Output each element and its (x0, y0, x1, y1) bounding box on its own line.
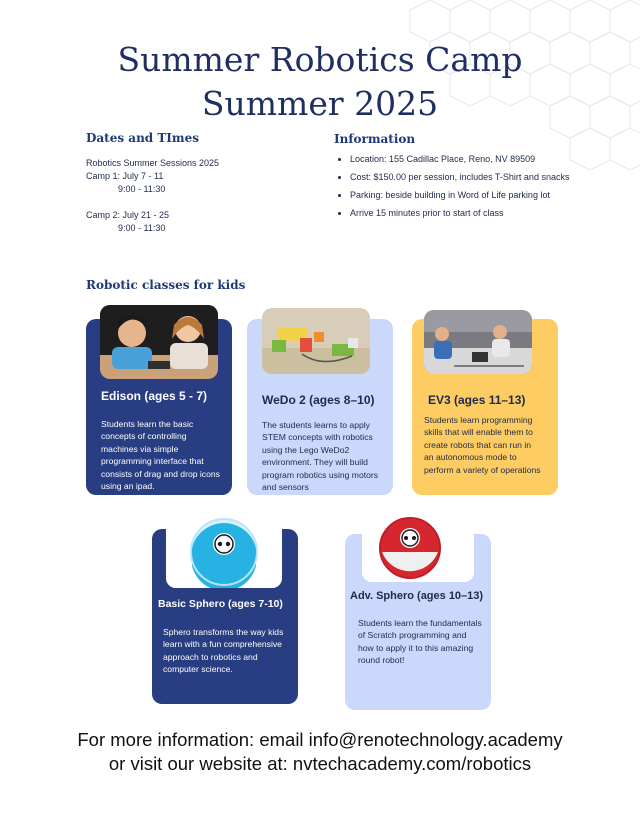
wedo-photo (262, 308, 370, 374)
sessions-line: Robotics Summer Sessions 2025 (86, 158, 220, 168)
title-line-2: Summer 2025 (201, 84, 439, 123)
title-line-1: Summer Robotics Camp (117, 40, 523, 79)
adv-sphero-photo (362, 514, 474, 582)
classes-heading: Robotic classes for kids (86, 278, 246, 292)
footer-website: or visit our website at: nvtechacademy.com/robotics (108, 753, 532, 774)
info-location: • Location: 155 Cadillac Place, Reno, NV 89509 (350, 152, 590, 166)
basic-sphero-description: Sphero transforms the way kids learn with a fun comprehensive approach to robotics and computer science. (163, 627, 284, 675)
wedo-title: WeDo 2 (ages 8–10) (262, 393, 375, 407)
camp2-dates: Camp 2: July 21 - 25 (86, 210, 170, 220)
info-arrive: • Arrive 15 minutes prior to start of class (350, 206, 590, 220)
edison-title: Edison (ages 5 - 7) (101, 389, 208, 403)
adv-sphero-title: Adv. Sphero (ages 10–13) (350, 590, 484, 602)
info-parking: • Parking: beside building in Word of Life parking lot (350, 188, 590, 202)
adv-sphero-description: Students learn the fundamentals of Scratch programming and how to apply it to this amazing round robot! (358, 618, 482, 666)
footer-email: For more information: email info@renotechnology.academy (77, 729, 563, 750)
dates-heading: Dates and TImes (86, 131, 199, 145)
information-heading: Information (334, 132, 416, 146)
camp1-dates: Camp 1: July 7 - 11 (86, 171, 164, 181)
edison-photo (100, 305, 218, 379)
camp1-time: 9:00 - 11:30 (118, 184, 166, 194)
camp2-time: 9:00 - 11:30 (118, 223, 166, 233)
wedo-description: The students learns to apply STEM concepts with robotics using the Lego WeDo2 environment. They will build program robotics using motors and sensors (262, 420, 379, 493)
info-cost: • Cost: $150.00 per session, includes T-Shirt and snacks (350, 170, 590, 184)
basic-sphero-title: Basic Sphero (ages 7-10) (158, 598, 283, 610)
ev3-title: EV3 (ages 11–13) (428, 393, 526, 407)
basic-sphero-photo (166, 514, 282, 588)
information-list (334, 152, 590, 224)
ev3-description: Students learn programming skills that will enable them to create robots that can run in an autonomous mode to perform a variety of operations (424, 415, 541, 475)
ev3-photo (424, 310, 532, 374)
edison-description: Students learn the basic concepts of controlling machines via simple programming interface that consists of drag and drop icons using an ipad. (101, 419, 220, 492)
